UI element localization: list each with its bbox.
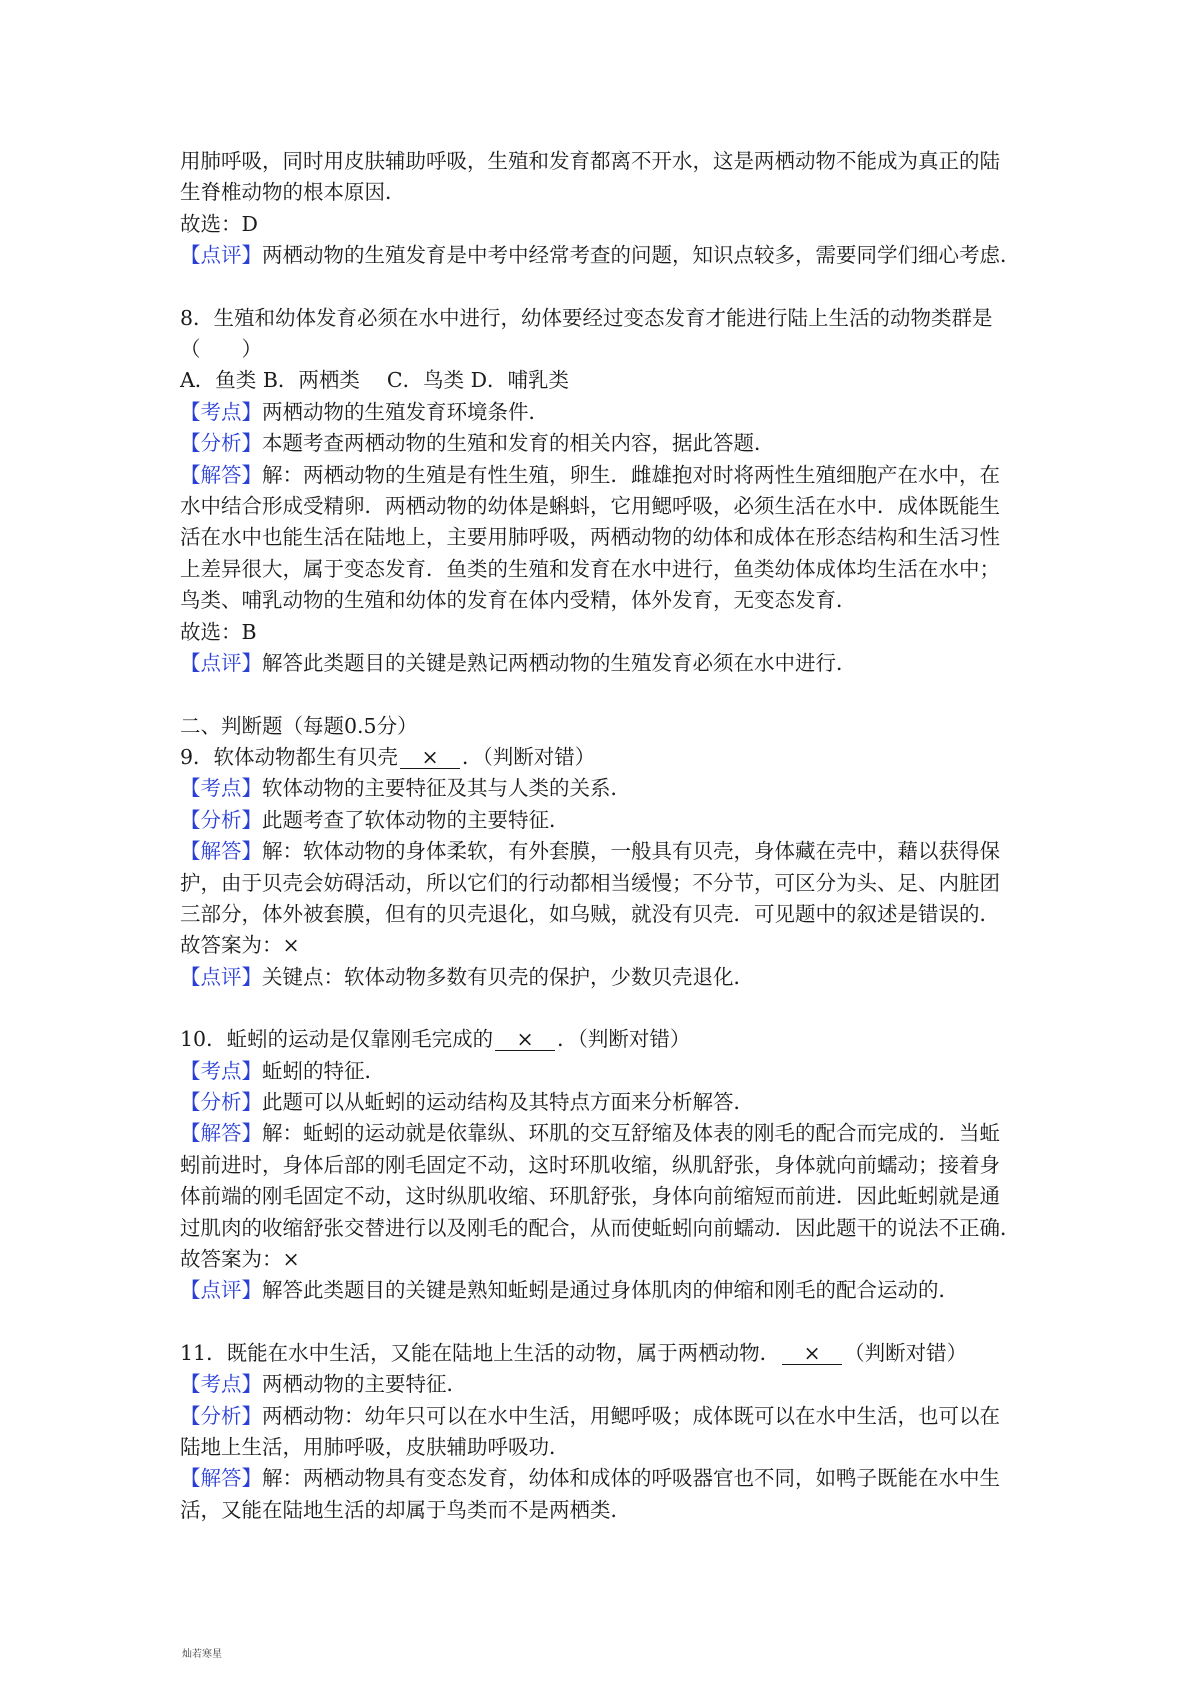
fenxi-tag: 【分析】: [180, 431, 262, 456]
answer-blank: ×: [495, 1028, 555, 1051]
kaodian-tag: 【考点】: [180, 776, 262, 801]
fenxi-tag: 【分析】: [180, 1403, 262, 1428]
spacer: [180, 1307, 1020, 1338]
q11-kaodian: 【考点】两栖动物的主要特征．: [180, 1372, 467, 1397]
q8-stem: 8．生殖和幼体发育必须在水中进行，幼体要经过变态发育才能进行陆上生活的动物类群是: [180, 305, 993, 330]
text-line: 故答案为：×: [180, 1247, 300, 1271]
q7-review: 【点评】两栖动物的生殖发育是中考中经常考查的问题，知识点较多，需要同学们细心考虑．: [180, 243, 1021, 268]
page-footer: 灿若寒星: [182, 1649, 222, 1660]
fenxi-tag: 【分析】: [180, 807, 262, 832]
text-line: 护，由于贝壳会妨碍活动，所以它们的行动都相当缓慢；不分节，可区分为头、足、内脏团: [180, 870, 1000, 895]
text-line: 水中结合形成受精卵．两栖动物的幼体是蝌蚪，它用鳃呼吸，必须生活在水中．成体既能生: [180, 494, 1000, 519]
q8-review: 【点评】解答此类题目的关键是熟记两栖动物的生殖发育必须在水中进行．: [180, 651, 857, 676]
text-line: 活在水中也能生活在陆地上，主要用肺呼吸，两栖动物的幼体和成体在形态结构和生活习性: [180, 525, 1000, 550]
kaodian-tag: 【考点】: [180, 1372, 262, 1397]
kaodian-tag: 【考点】: [180, 399, 262, 424]
text-line: 陆地上生活，用肺呼吸，皮肤辅助呼吸功．: [180, 1435, 570, 1460]
text-line: 故选：B: [180, 619, 257, 644]
q10-review: 【点评】解答此类题目的关键是熟知蚯蚓是通过身体肌肉的伸缩和刚毛的配合运动的．: [180, 1278, 959, 1303]
answer-blank: ×: [782, 1342, 842, 1365]
spacer: [180, 680, 1020, 711]
document-content: [180, 146, 1020, 1526]
q8-kaodian: 【考点】两栖动物的生殖发育环境条件．: [180, 399, 549, 424]
text-line: 鸟类、哺乳动物的生殖和幼体的发育在体内受精，体外发育，无变态发育．: [180, 588, 857, 613]
text-line: 三部分，体外被套膜，但有的贝壳退化，如乌贼，就没有贝壳．可见题中的叙述是错误的．: [180, 901, 1000, 926]
q8-fenxi: 【分析】本题考查两栖动物的生殖和发育的相关内容，据此答题．: [180, 431, 775, 456]
q11-stem: 11．既能在水中生活，又能在陆地上生活的动物，属于两栖动物． × （判断对错）: [180, 1340, 968, 1365]
jieda-tag: 【解答】: [180, 839, 262, 864]
review-tag: 【点评】: [180, 964, 262, 989]
text-line: 用肺呼吸，同时用皮肤辅助呼吸，生殖和发育都离不开水，这是两栖动物不能成为真正的陆: [180, 149, 1000, 173]
q11-fenxi: 【分析】两栖动物：幼年只可以在水中生活，用鳃呼吸；成体既可以在水中生活，也可以在: [180, 1403, 1000, 1428]
q9-jieda: 【解答】解：软体动物的身体柔软，有外套膜，一般具有贝壳，身体藏在壳中，藉以获得保: [180, 839, 1000, 864]
text-line: 生脊椎动物的根本原因．: [180, 180, 406, 205]
fenxi-tag: 【分析】: [180, 1089, 262, 1114]
text-line: 过肌肉的收缩舒张交替进行以及刚毛的配合，从而使蚯蚓向前蠕动．因此题干的说法不正确．: [180, 1215, 1021, 1240]
q10-kaodian: 【考点】蚯蚓的特征．: [180, 1058, 385, 1083]
q9-review: 【点评】关键点：软体动物多数有贝壳的保护，少数贝壳退化．: [180, 964, 754, 989]
spacer: [180, 272, 1020, 303]
kaodian-tag: 【考点】: [180, 1058, 262, 1083]
q8-options: A．鱼类 B．两栖类 C．鸟类 D．哺乳类: [180, 368, 570, 393]
review-tag: 【点评】: [180, 243, 262, 268]
text-line: 活，又能在陆地生活的却属于鸟类而不是两栖类．: [180, 1497, 631, 1522]
q9-stem: 9．软体动物都生有贝壳 × ．（判断对错）: [180, 744, 596, 769]
text-line: 故答案为：×: [180, 933, 300, 958]
text-line: 蚓前进时，身体后部的刚毛固定不动，这时环肌收缩，纵肌舒张，身体就向前蠕动；接着身: [180, 1152, 1000, 1177]
text-line: 故选：D: [180, 211, 258, 236]
q9-kaodian: 【考点】软体动物的主要特征及其与人类的关系．: [180, 776, 631, 801]
jieda-tag: 【解答】: [180, 1466, 262, 1491]
q11-jieda: 【解答】解：两栖动物具有变态发育，幼体和成体的呼吸器官也不同，如鸭子既能在水中生: [180, 1466, 1000, 1491]
q10-stem: 10．蚯蚓的运动是仅靠刚毛完成的 × ．（判断对错）: [180, 1027, 691, 1052]
review-tag: 【点评】: [180, 1278, 262, 1303]
q10-fenxi: 【分析】此题可以从蚯蚓的运动结构及其特点方面来分析解答．: [180, 1089, 754, 1114]
answer-blank: ×: [400, 746, 460, 769]
spacer: [180, 993, 1020, 1024]
review-tag: 【点评】: [180, 651, 262, 676]
jieda-tag: 【解答】: [180, 1121, 262, 1146]
q10-jieda: 【解答】解：蚯蚓的运动就是依靠纵、环肌的交互舒缩及体表的刚毛的配合而完成的．当蚯: [180, 1121, 1000, 1146]
text-line: 上差异很大，属于变态发育．鱼类的生殖和发育在水中进行，鱼类幼体成体均生活在水中；: [180, 556, 1000, 581]
q8-jieda: 【解答】解：两栖动物的生殖是有性生殖，卵生．雌雄抱对时将两性生殖细胞产在水中，在: [180, 462, 1000, 487]
q9-fenxi: 【分析】此题考查了软体动物的主要特征．: [180, 807, 570, 832]
q8-stem-paren: （ ）: [180, 337, 262, 362]
text-line: 体前端的刚毛固定不动，这时纵肌收缩、环肌舒张，身体向前缩短而前进．因此蚯蚓就是通: [180, 1184, 1000, 1209]
jieda-tag: 【解答】: [180, 462, 262, 487]
section-title: 二、判断题（每题0.5分）: [180, 713, 418, 738]
